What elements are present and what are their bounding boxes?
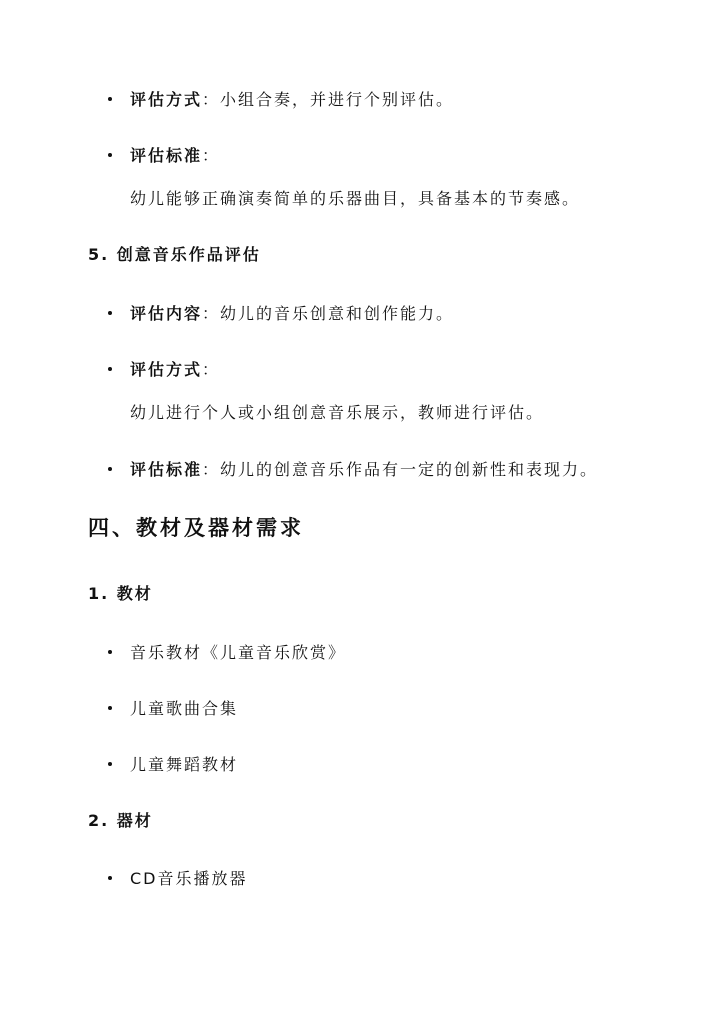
bullet-icon xyxy=(108,367,112,371)
item-text: ：幼儿的音乐创意和创作能力。 xyxy=(202,304,455,323)
list-item xyxy=(108,755,238,775)
item-text: ：小组合奏，并进行个别评估。 xyxy=(202,90,455,109)
item-text: ： xyxy=(202,360,221,379)
item-label: 评估内容 xyxy=(130,304,203,323)
item-label: 评估方式 xyxy=(130,360,203,379)
bullet-icon xyxy=(108,706,112,710)
item-text: ：幼儿的创意音乐作品有一定的创新性和表现力。 xyxy=(202,460,599,479)
subheading: 1. 教材 xyxy=(88,584,153,603)
item-text: 儿童歌曲合集 xyxy=(130,699,239,718)
paragraph: 幼儿进行个人或小组创意音乐展示，教师进行评估。 xyxy=(130,403,545,422)
list-item xyxy=(108,643,346,663)
list-item xyxy=(108,869,248,889)
item-label: 评估标准 xyxy=(130,146,203,165)
item-text: ： xyxy=(202,146,221,165)
list-item xyxy=(108,90,454,110)
subheading: 5. 创意音乐作品评估 xyxy=(88,245,261,264)
bullet-icon xyxy=(108,467,112,471)
list-item xyxy=(108,304,454,324)
bullet-icon xyxy=(108,650,112,654)
item-text: CD音乐播放器 xyxy=(130,869,248,888)
list-item xyxy=(108,146,220,166)
bullet-icon xyxy=(108,876,112,880)
paragraph: 幼儿能够正确演奏简单的乐器曲目，具备基本的节奏感。 xyxy=(130,189,581,208)
list-item xyxy=(108,360,220,380)
item-label: 评估标准 xyxy=(130,460,203,479)
bullet-icon xyxy=(108,762,112,766)
item-text: 儿童舞蹈教材 xyxy=(130,755,239,774)
bullet-icon xyxy=(108,311,112,315)
list-item xyxy=(108,699,238,719)
section-heading: 四、教材及器材需求 xyxy=(88,516,304,540)
bullet-icon xyxy=(108,153,112,157)
item-text: 音乐教材《儿童音乐欣赏》 xyxy=(130,643,347,662)
list-item xyxy=(108,460,598,480)
bullet-icon xyxy=(108,97,112,101)
subheading: 2. 器材 xyxy=(88,811,153,830)
item-label: 评估方式 xyxy=(130,90,203,109)
